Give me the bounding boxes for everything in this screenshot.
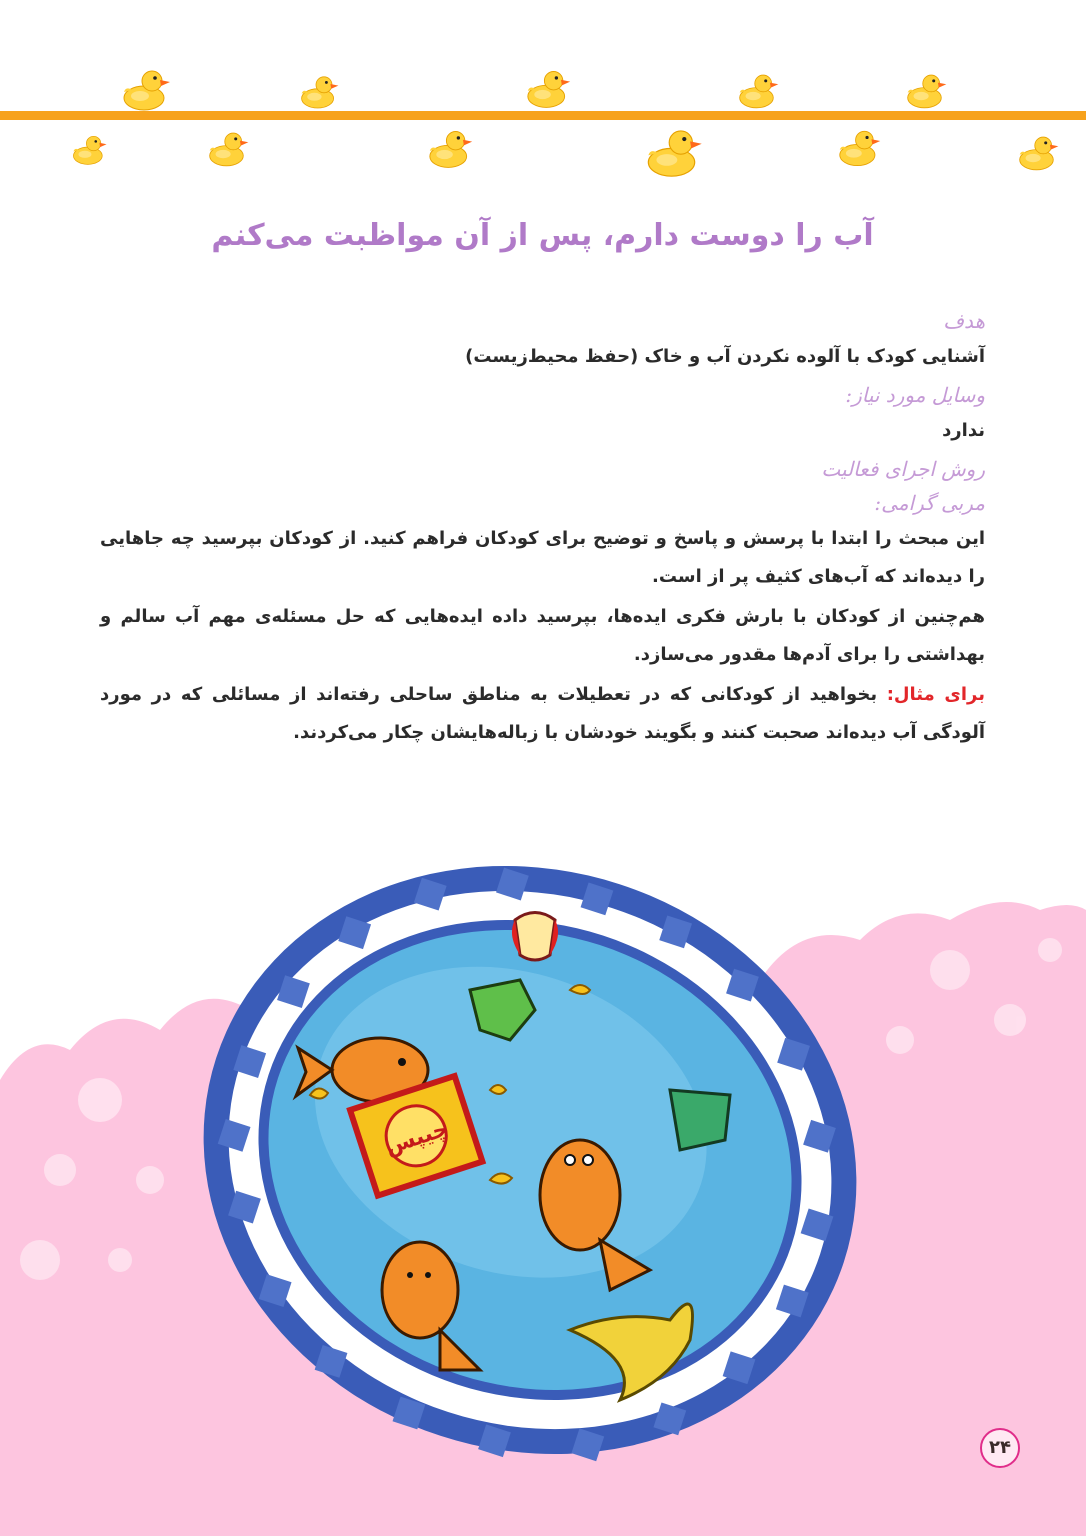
orange-divider-line bbox=[0, 111, 1086, 120]
goal-heading: هدف bbox=[943, 309, 985, 333]
example-label: برای مثال: bbox=[886, 684, 985, 705]
lesson-content bbox=[100, 210, 985, 754]
chips-label: چیپس bbox=[382, 1116, 452, 1161]
duck-icon bbox=[300, 74, 340, 110]
teacher-heading: مربی گرامی: bbox=[874, 491, 985, 515]
paragraph-example bbox=[100, 676, 985, 752]
page-number: ۲۴ bbox=[980, 1428, 1020, 1468]
duck-icon bbox=[838, 128, 882, 168]
duck-icon bbox=[738, 72, 780, 110]
duck-icon bbox=[428, 128, 474, 170]
duck-icon bbox=[208, 130, 250, 168]
example-text: بخواهید از کودکانی که در تعطیلات به مناطق ساحلی رفته‌اند از مسائلی که در مورد آلودگی آب دیده‌اند صحبت کنند و بگویند خودشان با زباله‌هایشان چکار می‌کردند. bbox=[100, 684, 985, 743]
duck-icon bbox=[72, 134, 108, 166]
plate-with-fish-and-trash-illustration bbox=[170, 840, 890, 1480]
goal-text: آشنایی کودک با آلوده نکردن آب و خاک (حفظ محیط‌زیست) bbox=[465, 346, 985, 367]
duck-icon bbox=[906, 72, 948, 110]
duck-icon bbox=[122, 68, 172, 112]
method-heading: روش اجرای فعالیت bbox=[821, 457, 985, 481]
paragraph-brainstorm: هم‌چنین از کودکان با بارش فکری ایده‌ها، بپرسید داده ایده‌هایی که حل مسئله‌ی مهم آب سالم و بهداشتی را برای آدم‌ها مقدور می‌سازد. bbox=[100, 606, 985, 665]
duck-icon bbox=[1018, 134, 1060, 172]
duck-icon bbox=[526, 68, 572, 110]
paragraph-intro: این مبحث را ابتدا با پرسش و پاسخ و توضیح برای کودکان فراهم کنید. از کودکان بپرسید چه جاهایی را دیده‌اند که آب‌های کثیف پر از است. bbox=[100, 528, 985, 587]
materials-text: ندارد bbox=[942, 420, 985, 441]
apple-core-icon bbox=[512, 913, 558, 961]
materials-heading: وسایل مورد نیاز: bbox=[845, 383, 985, 407]
green-trash-icon bbox=[670, 1090, 730, 1150]
page-title: آب را دوست دارم، پس از آن مواظبت می‌کنم bbox=[211, 218, 874, 253]
duck-icon bbox=[646, 126, 704, 180]
